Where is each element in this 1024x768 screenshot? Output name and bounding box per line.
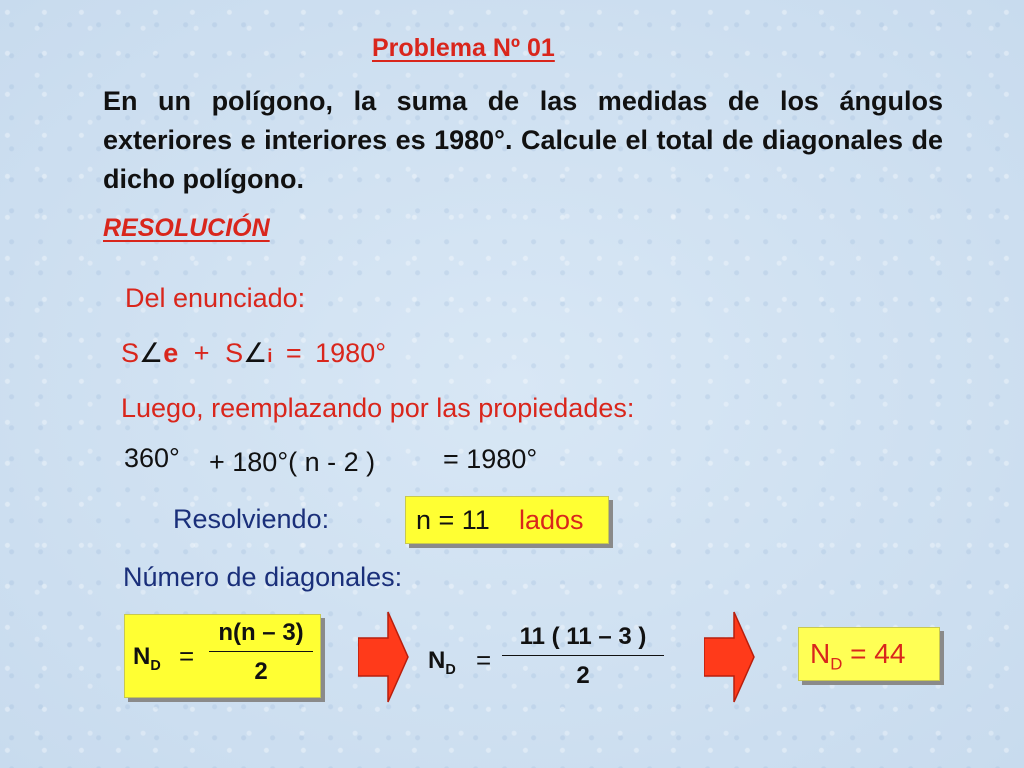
plus-sign: + (193, 338, 210, 368)
substitution-lhs: $N_D$ (428, 647, 456, 678)
result-box (798, 627, 940, 681)
formula-lhs: $N_D$ (133, 643, 161, 674)
angle-icon: ∠ (243, 338, 268, 368)
angle-icon: ∠ (139, 338, 164, 368)
problem-title: Problema Nº 01 (372, 34, 555, 62)
eq2-term-c: = 1980° (443, 444, 538, 474)
arrow-right-icon (358, 610, 410, 704)
substitution-equals: = (476, 645, 492, 675)
formula-fraction (209, 619, 313, 686)
result-value: $N_D = 44$ (810, 638, 906, 674)
eq2-term-b: + 180°( n - 2 ) (209, 447, 376, 477)
equation-angle-sum (121, 338, 386, 369)
solution-expression: n = 11 (416, 505, 490, 535)
arrow-right-icon (704, 610, 756, 704)
solution-unit: lados (519, 505, 584, 535)
formula-denominator: 2 (209, 651, 313, 686)
formula-equals: = (179, 641, 195, 671)
substitution-fraction (502, 623, 664, 690)
sum-symbol-exterior: S (121, 338, 140, 368)
formula-box (124, 614, 321, 698)
step1-label: Del enunciado: (125, 283, 306, 313)
sum-symbol-interior: S (225, 338, 244, 368)
substitution-denominator: 2 (502, 655, 664, 690)
exterior-subscript: e (163, 338, 179, 368)
eq2-term-a: 360° (124, 443, 180, 473)
resolution-heading: RESOLUCIÓN (103, 214, 270, 242)
solution-box (405, 496, 609, 544)
step3-label: Resolviendo: (173, 504, 330, 534)
substitution-numerator: 11 ( 11 – 3 ) (519, 623, 647, 650)
substitution (426, 621, 666, 701)
sum-value: 1980° (315, 338, 387, 368)
interior-subscript: i (267, 346, 273, 366)
step4-label: Número de diagonales: (123, 562, 403, 592)
formula-numerator: n(n – 3) (218, 619, 304, 646)
step2-label: Luego, reemplazando por las propiedades: (121, 393, 635, 423)
equals-sign: = (285, 338, 302, 368)
problem-statement: En un polígono, la suma de las medidas de los ángulos exteriores e interiores es 1980°. Calcule el total de diagonales de dicho polígono. (103, 86, 943, 194)
